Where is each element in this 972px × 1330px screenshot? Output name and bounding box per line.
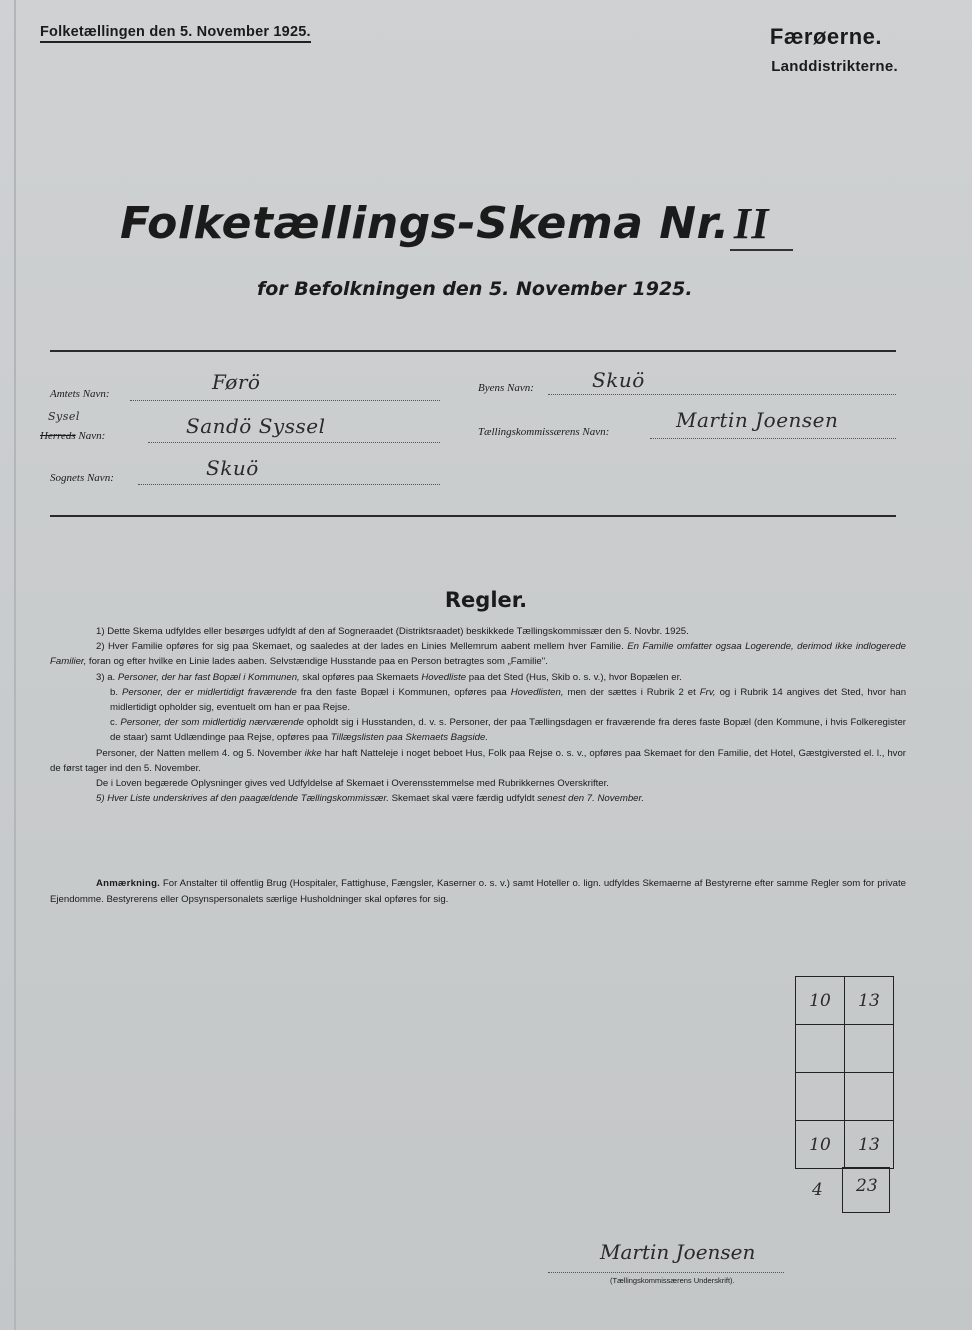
tally-cell — [845, 1073, 894, 1121]
kommissaer-label: Tællingskommissærens Navn: — [478, 426, 610, 438]
tally-row — [796, 1025, 894, 1073]
region-header: Færøerne. — [769, 24, 882, 49]
herred-value: Sandö Syssel — [186, 414, 326, 438]
by-label: Byens Navn: — [478, 382, 534, 394]
rule-3b-italic2: Hovedlisten, — [510, 686, 564, 698]
rule-3c-italic: Personer, der som midlertidig nærværende — [120, 717, 304, 729]
rule-5-italic: 5) Hver Liste underskrives af den paagældende Tællingskommissær. — [96, 793, 389, 805]
rule-3b-num: b. — [110, 686, 119, 698]
form-title — [120, 198, 793, 251]
by-value: Skuö — [592, 368, 645, 392]
form-subtitle: for Befolkningen den 5. November 1925. — [257, 278, 693, 300]
signature-line — [548, 1272, 784, 1273]
top-divider — [50, 350, 896, 352]
rule-4 — [50, 746, 906, 776]
tally-grid — [795, 976, 894, 1169]
herred-label-struck: Herreds — [40, 430, 76, 442]
amt-field-line — [130, 400, 440, 401]
tally-cell: 10 — [796, 1121, 845, 1169]
tally-row — [796, 977, 894, 1025]
rule-3a — [50, 670, 906, 685]
rule-2 — [50, 639, 906, 669]
tally-cell — [796, 1025, 845, 1073]
tally-cell: 13 — [845, 977, 894, 1025]
tally-row — [796, 1073, 894, 1121]
page-fold-line — [14, 0, 16, 1330]
rule-5-mid: Skemaet skal være færdig udfyldt — [391, 793, 535, 805]
tally-total-value: 23 — [856, 1176, 878, 1196]
tally-cell: 10 — [796, 977, 845, 1025]
amt-value: Førö — [212, 370, 261, 394]
rule-4-italic: ikke — [304, 747, 322, 759]
note-text: For Anstalter til offentlig Brug (Hospitaler, Fattighuse, Fængsler, Kaserner o. s. v.) samt Hoteller o. lign. udfyldes Skemaerne af Bestyrerne efter samme Regler som for private Ejendomme. Bestyrerens eller Opsynspersonalets særlige Husholdninger skal opføres for sig. — [50, 878, 906, 905]
amt-label: Amtets Navn: — [50, 388, 110, 400]
form-number-handwritten: II — [730, 198, 793, 251]
rule-3a-italic: Personer, der har fast Bopæl i Kommunen, — [117, 671, 300, 683]
rule-5 — [50, 791, 906, 806]
signature-caption: (Tællingskommissærens Underskrift). — [610, 1276, 735, 1285]
rule-3b-tail: og i Rubrik 14 angives det Sted, hvor han midlertidigt opholder sig, eventuelt om han er paa Rejse. — [110, 686, 907, 714]
sogn-value: Skuö — [206, 456, 259, 480]
rules-body — [50, 624, 906, 806]
rule-3a-mid: skal opføres paa Skemaets — [302, 671, 419, 683]
rule-3c-mid: opholdt sig i Husstanden, d. v. s. Personer, der paa Tællingsdagen er fraværende fra deres faste Bopæl (den Kommune, i hvis Folkeregister de staar) samt Udlændinge paa Rejse, opføres paa — [110, 717, 906, 744]
herred-prefix-handwritten: Sysel — [48, 410, 80, 423]
rule-3a-tail: paa det Sted (Hus, Skib o. s. v.), hvor Bopælen er. — [468, 671, 682, 683]
rule-3c-italic2: Tillægslisten paa Skemaets Bagside. — [330, 732, 489, 744]
form-title-text: Folketællings-Skema Nr. — [120, 198, 730, 249]
herred-label-rest: Navn: — [78, 430, 106, 442]
tally-cell — [796, 1073, 845, 1121]
rule-3b-italic3: Frv, — [699, 686, 716, 698]
rule-2-text: 2) Hver Familie opføres for sig paa Skemaet, og saaledes at der lades en Linies Mellemrum aabent mellem hver Familie. — [96, 641, 624, 653]
rule-3b — [50, 685, 906, 715]
rule-4b: De i Loven begærede Oplysninger gives ved Udfyldelse af Skemaet i Overensstemmelse med Rubrikkernes Overskrifter. — [96, 778, 609, 790]
rule-3a-num: 3) a. — [96, 671, 116, 683]
bottom-divider — [50, 515, 896, 517]
tally-outside-value: 4 — [812, 1180, 823, 1200]
rule-3c — [50, 715, 906, 745]
sogn-label: Sognets Navn: — [50, 472, 114, 484]
tally-row — [796, 1121, 894, 1169]
rule-2-italic: En Familie omfatter ogsaa Logerende, derimod ikke indlogerede Familier, — [50, 641, 906, 668]
rule-3b-italic: Personer, der er midlertidigt fraværende — [122, 686, 297, 698]
kommissaer-value: Martin Joensen — [676, 408, 839, 432]
tally-cell — [845, 1025, 894, 1073]
rule-3b-mid: fra den faste Bopæl i Kommunen, opføres paa — [300, 686, 507, 698]
herred-field-line — [148, 442, 440, 443]
by-field-line — [548, 394, 896, 395]
kommissaer-field-line — [650, 438, 896, 439]
census-date-header: Folketællingen den 5. November 1925. — [40, 24, 311, 43]
herred-label — [40, 430, 105, 442]
sogn-field-line — [138, 484, 440, 485]
rule-3a-italic2: Hovedliste — [421, 671, 467, 683]
signature-handwritten: Martin Joensen — [600, 1240, 756, 1264]
note-paragraph — [50, 876, 906, 908]
rule-3b-post: men der sættes i Rubrik 2 et — [567, 686, 696, 698]
rules-heading: Regler. — [444, 588, 528, 612]
district-header: Landdistrikterne. — [771, 58, 898, 75]
rule-4-text: Personer, der Natten mellem 4. og 5. November — [96, 747, 302, 759]
rule-4-tail: har haft Natteleje i noget beboet Hus, Folk paa Rejse o. s. v., opføres paa Skemaet for den Familie, det Hotel, Gæstgiversted el. l., hvor de først tager ind den 5. November. — [50, 747, 906, 774]
rule-3c-num: c. — [110, 717, 118, 729]
rule-1: 1) Dette Skema udfyldes eller besørges udfyldt af den af Sogneraadet (Distriktsraadet) beskikkede Tællingskommissær den 5. Novbr. 1925. — [96, 626, 689, 637]
tally-cell: 13 — [845, 1121, 894, 1169]
rule-2-tail: foran og efter hvilke en Linie lades aaben. Selvstændige Husstande paa en Person betragtes som „Familie". — [88, 656, 548, 668]
note-label: Anmærkning. — [96, 878, 161, 889]
rule-5-italic2: senest den 7. November. — [537, 793, 645, 805]
